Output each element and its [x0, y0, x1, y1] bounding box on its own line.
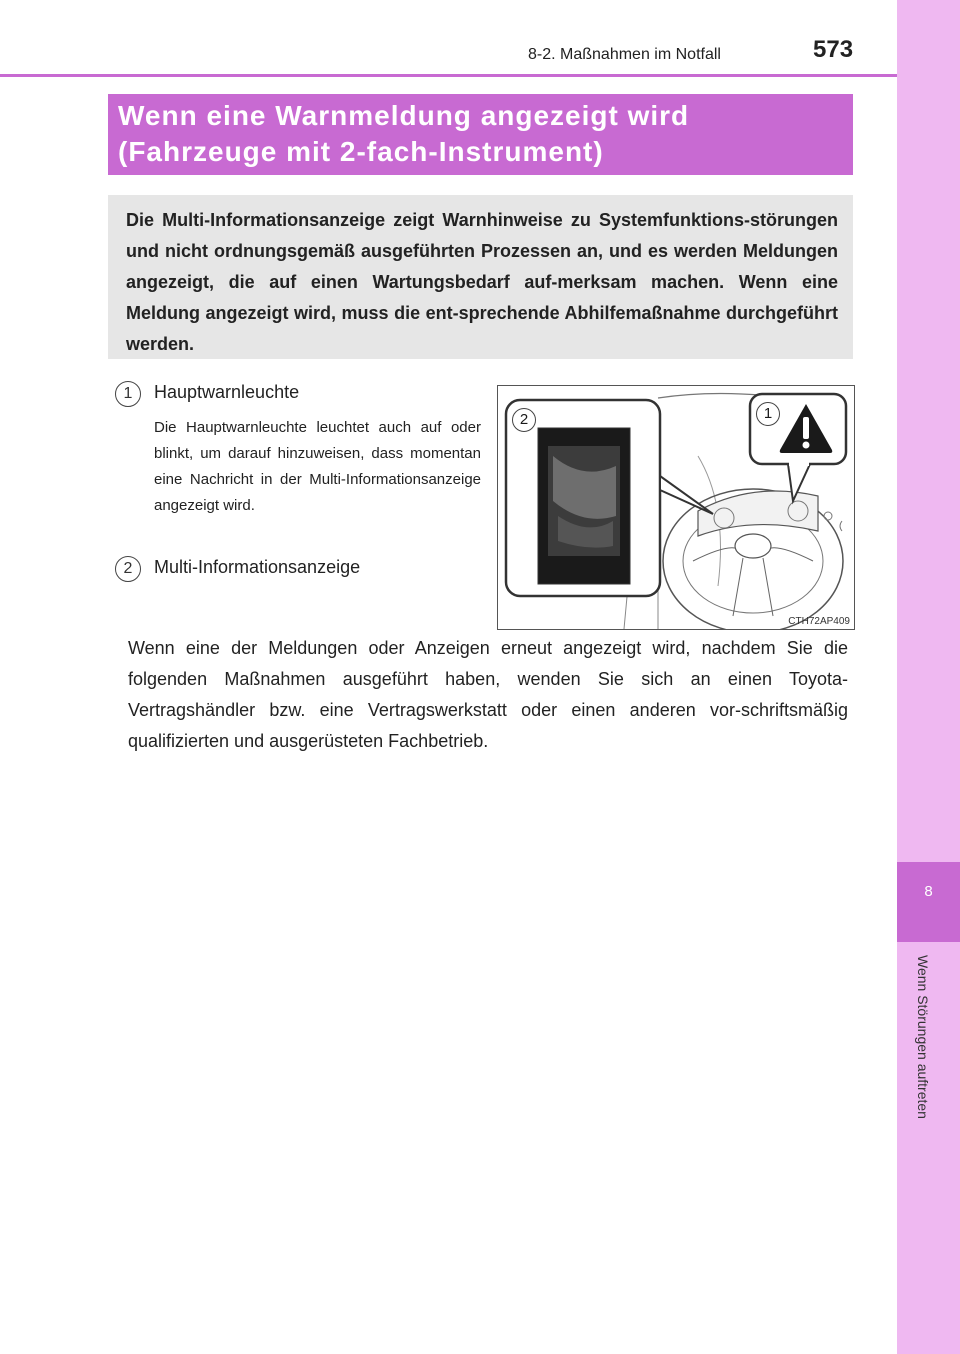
chapter-number-block — [897, 862, 960, 942]
body-paragraph: Wenn eine der Meldungen oder Anzeigen erneut angezeigt wird, nachdem Sie die folgenden Maßnahmen ausgeführt haben, wenden Sie sich an einen Toyota-Vertragshändler bzw. eine Vertragswerkstatt oder einen anderen vor-schriftsmäßig qualifizierten und ausgerüsteten Fachbetrieb. — [128, 638, 848, 751]
callout-number-1: 1 — [756, 402, 780, 426]
section-title-line-1: Wenn eine Warnmeldung angezeigt wird — [118, 100, 690, 131]
chapter-side-tab — [897, 0, 960, 1354]
illustration-code: CTH72AP409 — [788, 616, 850, 627]
section-title-line-2: (Fahrzeuge mit 2-fach-Instrument) — [118, 136, 604, 167]
item-heading-1: Hauptwarnleuchte — [154, 382, 300, 402]
intro-text: Die Multi-Informationsanzeige zeigt Warnhinweise zu Systemfunktions-störungen und nicht ordnungsgemäß ausgeführten Prozessen an, und es werden Meldungen angezeigt, die auf einen Wartungsbedarf auf-merksam machen. Wenn eine Meldung angezeigt wird, muss die ent-sprechende Abhilfemaßnahme durchgeführt werden. — [126, 210, 838, 354]
chapter-number: 8 — [924, 883, 933, 900]
header-section-title: 8-2. Maßnahmen im Notfall — [528, 46, 721, 63]
instrument-cluster-illustration — [497, 385, 855, 630]
chapter-title: Wenn Störungen auftreten — [915, 955, 931, 1119]
callout-number-2: 2 — [512, 408, 536, 432]
item-body-1: Die Hauptwarnleuchte leuchtet auch auf oder blinkt, um darauf hinzuweisen, dass momentan eine Nachricht in der Multi-Informationsanzeige angezeigt wird. — [154, 419, 481, 514]
item-heading-2: Multi-Informationsanzeige — [154, 557, 361, 577]
section-title-banner — [108, 94, 853, 175]
item-number-badge-2: 2 — [115, 556, 141, 582]
intro-box — [108, 195, 853, 359]
header-divider — [0, 74, 897, 77]
warning-triangle-icon — [776, 400, 836, 456]
page-number: 573 — [813, 36, 854, 63]
item-number-badge-1: 1 — [115, 381, 141, 407]
